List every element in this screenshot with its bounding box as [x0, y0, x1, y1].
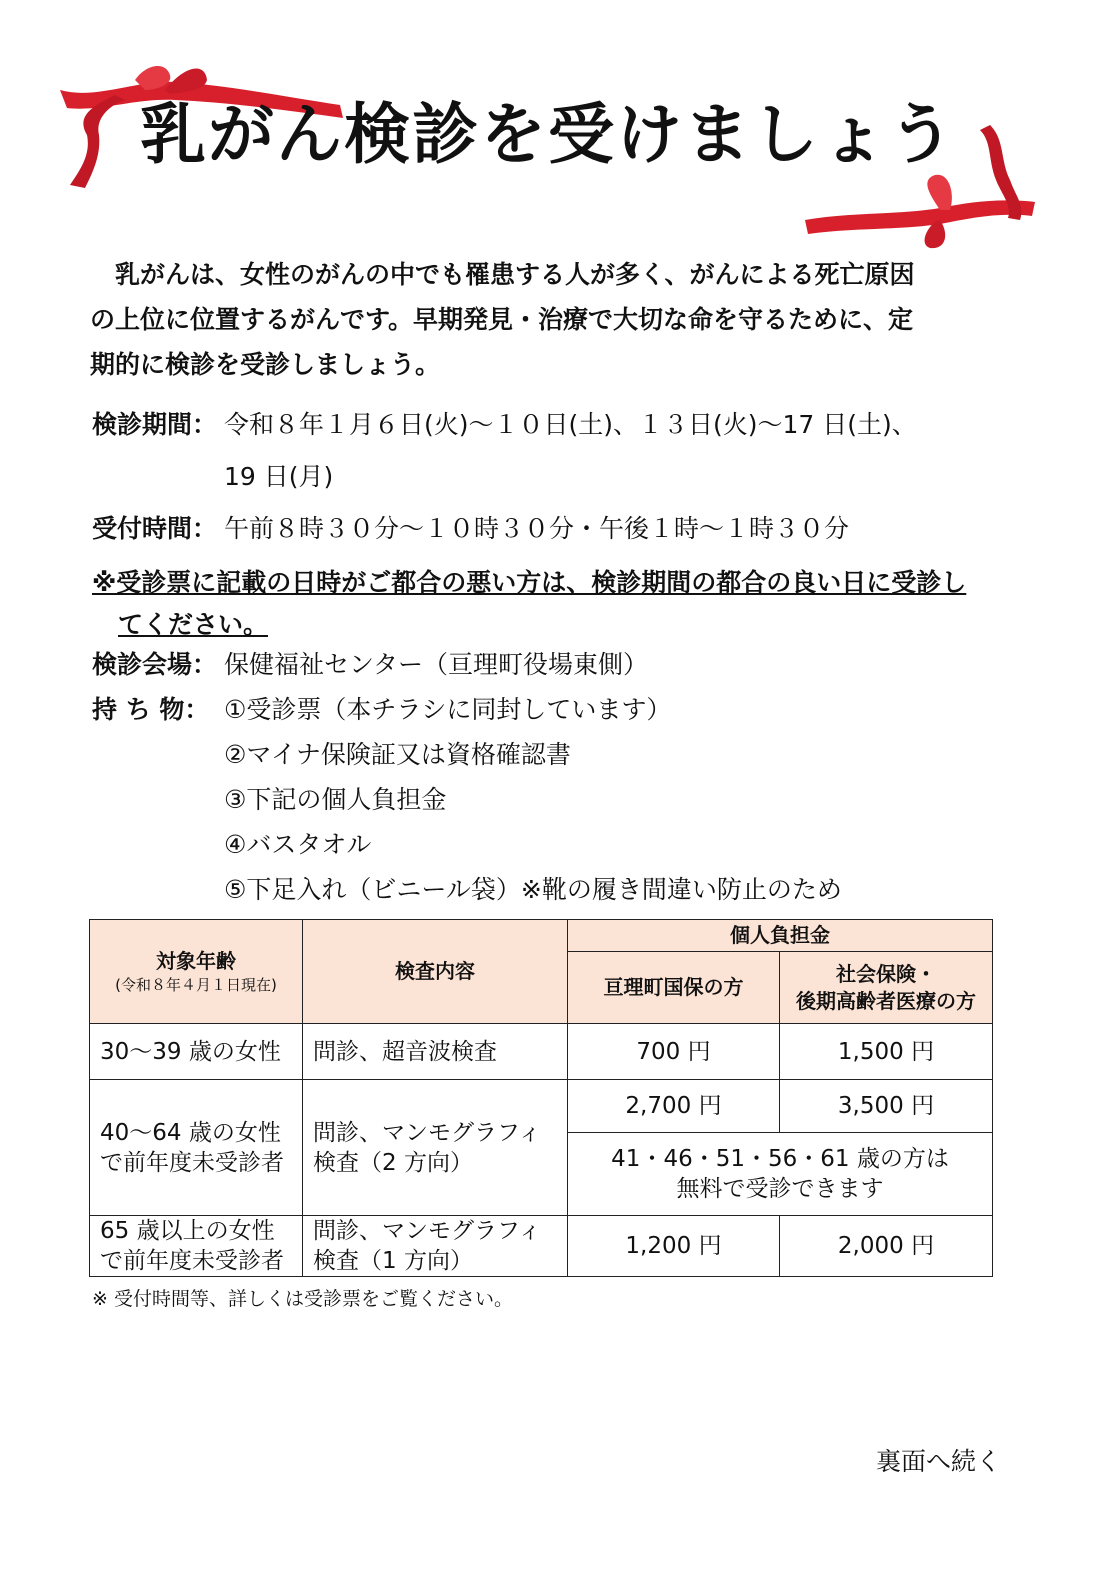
items-label: 持 ち 物： — [92, 695, 210, 724]
header-kokuho: 亘理町国保の方 — [568, 952, 780, 1024]
header-shakai — [780, 952, 993, 1024]
item: ④バスタオル — [224, 830, 372, 859]
notice-line: てください。 — [118, 610, 269, 639]
age-line: で前年度未受診者 — [100, 1248, 284, 1274]
schedule-notice — [92, 562, 1022, 646]
free-note-cell — [568, 1133, 993, 1216]
continue-note: 裏面へ続く — [876, 1447, 1002, 1476]
header-shakai-line: 後期高齢者医療の方 — [796, 988, 976, 1013]
period-row — [92, 408, 1052, 442]
item: ⑤下足入れ（ビニール袋）※靴の履き間違い防止のため — [224, 875, 842, 904]
shakai-fee-cell: 1,500 円 — [780, 1024, 993, 1080]
header-shakai-line: 社会保険・ — [836, 961, 936, 986]
header-exam: 検査内容 — [303, 920, 568, 1024]
table-row — [90, 1216, 993, 1277]
period-label: 検診期間： — [92, 410, 218, 439]
exam-line: 検査（1 方向） — [313, 1248, 473, 1274]
venue-row — [92, 648, 1052, 682]
free-note-line: 41・46・51・56・61 歳の方は — [611, 1146, 949, 1172]
age-line: 40～64 歳の女性 — [100, 1119, 281, 1146]
period-value-cont: 19 日(月) — [224, 462, 334, 491]
reception-label: 受付時間： — [92, 514, 218, 543]
age-cell — [90, 1216, 303, 1277]
exam-line: 問診、マンモグラフィ — [313, 1218, 542, 1244]
reception-row — [92, 512, 1052, 546]
age-cell — [90, 1080, 303, 1216]
exam-line: 検査（2 方向） — [313, 1149, 473, 1176]
age-line: 65 歳以上の女性 — [100, 1218, 275, 1244]
exam-cell — [303, 1080, 568, 1216]
fee-table — [89, 919, 993, 1277]
venue-value: 保健福祉センター（亘理町役場東側） — [224, 650, 649, 679]
header-age-label: 対象年齢 — [156, 948, 236, 973]
venue-label: 検診会場： — [92, 650, 218, 679]
table-row — [90, 1024, 993, 1080]
shakai-fee-cell: 2,000 円 — [780, 1216, 993, 1277]
exam-line: 問診、マンモグラフィ — [313, 1119, 542, 1146]
free-note-line: 無料で受診できます — [676, 1176, 884, 1202]
reception-value: 午前８時３０分～１０時３０分・午後１時～１時３０分 — [224, 514, 850, 543]
item: ②マイナ保険証又は資格確認書 — [224, 740, 571, 769]
intro-line: の上位に位置するがんです。早期発見・治療で大切な命を守るために、定 — [90, 305, 914, 334]
period-value: 令和８年１月６日(火)～１０日(土)、１３日(火)～17 日(土)、 — [224, 410, 917, 439]
kokuho-fee-cell: 2,700 円 — [568, 1080, 780, 1133]
kokuho-fee-cell: 700 円 — [568, 1024, 780, 1080]
table-row — [90, 1080, 993, 1133]
exam-cell — [303, 1216, 568, 1277]
header-age-note: (令和８年４月１日現在) — [115, 975, 277, 994]
item: ③下記の個人負担金 — [224, 785, 447, 814]
item: ①受診票（本チラシに同封しています） — [224, 695, 672, 724]
shakai-fee-cell: 3,500 円 — [780, 1080, 993, 1133]
period-row-cont — [224, 460, 1119, 494]
items-row — [92, 693, 1052, 727]
exam-cell: 問診、超音波検査 — [303, 1024, 568, 1080]
page-title: 乳がん検診を受けましょう — [140, 96, 956, 173]
intro-line: 乳がんは、女性のがんの中でも罹患する人が多く、がんによる死亡原因 — [90, 260, 915, 289]
intro-line: 期的に検診を受診しましょう。 — [90, 350, 441, 379]
age-line: で前年度未受診者 — [100, 1149, 284, 1176]
footnote: ※ 受付時間等、詳しくは受診票をご覧ください。 — [92, 1288, 513, 1310]
notice-line: ※受診票に記載の日時がご都合の悪い方は、検診期間の都合の良い日に受診し — [92, 568, 967, 597]
header-fee: 個人負担金 — [568, 920, 993, 952]
kokuho-fee-cell: 1,200 円 — [568, 1216, 780, 1277]
age-cell: 30～39 歳の女性 — [90, 1024, 303, 1080]
intro-paragraph — [90, 252, 990, 387]
header-age — [90, 920, 303, 1024]
